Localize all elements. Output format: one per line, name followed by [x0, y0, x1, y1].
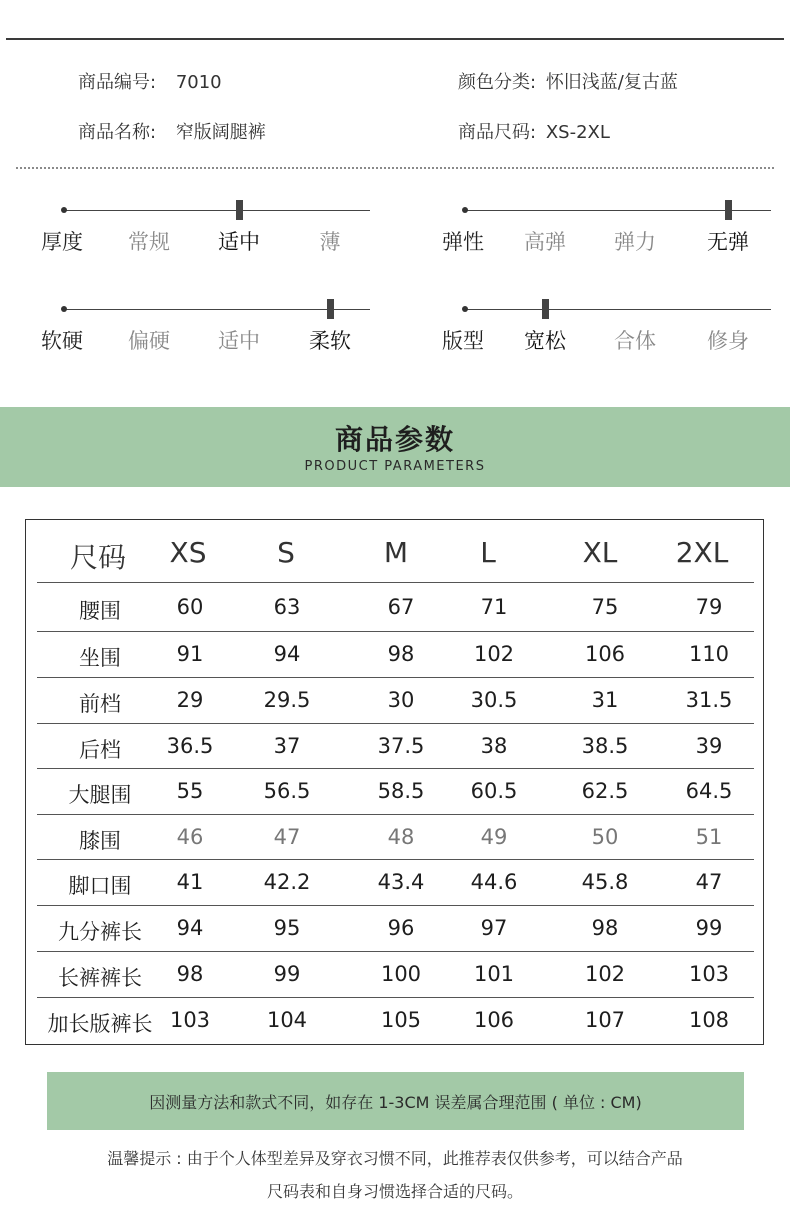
measurement-value: 38	[480, 734, 508, 758]
item-name	[78, 118, 266, 144]
table-row-divider	[37, 859, 754, 860]
measurement-value: 106	[584, 642, 626, 666]
table-row-divider	[37, 723, 754, 724]
size-header-cell: XS	[169, 536, 207, 569]
measurement-name: 大腿围	[68, 783, 132, 807]
scale-option: 合体	[614, 329, 656, 353]
table-row-divider	[37, 905, 754, 906]
size-header-cell: XL	[582, 536, 618, 569]
scale-indicator	[542, 299, 549, 319]
scale-option: 高弹	[524, 230, 566, 254]
scale-option: 薄	[319, 230, 341, 254]
measurement-value: 39	[695, 734, 723, 758]
table-row-divider	[37, 677, 754, 678]
scale-title: 弹性	[442, 230, 484, 254]
measurement-value: 99	[273, 962, 301, 986]
measurement-value: 55	[176, 779, 204, 803]
scale-line	[62, 210, 370, 211]
color-category	[458, 68, 678, 94]
measurement-value: 49	[480, 825, 508, 849]
measurement-name: 坐围	[79, 646, 121, 670]
measurement-value: 38.5	[581, 734, 629, 758]
measurement-value: 103	[688, 962, 730, 986]
scale-option: 偏硬	[128, 329, 170, 353]
measurement-value: 107	[584, 1008, 626, 1032]
measurement-value: 31.5	[685, 688, 733, 712]
measurement-value: 105	[380, 1008, 422, 1032]
measurement-value: 79	[695, 595, 723, 619]
measurement-value: 100	[380, 962, 422, 986]
item-size	[458, 118, 610, 144]
measurement-value: 62.5	[581, 779, 629, 803]
measurement-value: 50	[591, 825, 619, 849]
size-header-cell: S	[277, 536, 295, 569]
measurement-value: 37	[273, 734, 301, 758]
size-header-label: 尺码	[69, 541, 127, 574]
scale-start-dot	[462, 207, 468, 213]
size-header-cell: M	[383, 536, 409, 569]
measurement-value: 60.5	[470, 779, 518, 803]
section-subtitle: PRODUCT PARAMETERS	[304, 459, 486, 474]
measurement-value: 99	[695, 916, 723, 940]
scale-option: 修身	[707, 329, 749, 353]
measurement-name: 膝围	[79, 829, 121, 853]
item-number	[78, 68, 222, 94]
measurement-value: 67	[387, 595, 415, 619]
section-title: 商品参数	[334, 423, 455, 456]
measurement-value: 64.5	[685, 779, 733, 803]
scale-indicator	[236, 200, 243, 220]
measurement-value: 91	[176, 642, 204, 666]
measurement-value: 103	[169, 1008, 211, 1032]
measurement-value: 48	[387, 825, 415, 849]
measurement-value: 98	[176, 962, 204, 986]
measurement-value: 30	[387, 688, 415, 712]
measurement-value: 110	[688, 642, 730, 666]
measurement-name: 后档	[79, 738, 121, 762]
measurement-value: 56.5	[263, 779, 311, 803]
scale-option: 弹力	[614, 230, 656, 254]
measurement-value: 44.6	[470, 870, 518, 894]
table-row-divider	[37, 997, 754, 998]
measurement-value: 106	[473, 1008, 515, 1032]
item-name-value: 窄版阔腿裤	[175, 122, 266, 143]
size-label: 商品尺码:	[458, 122, 537, 143]
measurement-value: 63	[273, 595, 301, 619]
measurement-value: 58.5	[377, 779, 425, 803]
measurement-value: 29.5	[263, 688, 311, 712]
measurement-value: 46	[176, 825, 204, 849]
measurement-value: 37.5	[377, 734, 425, 758]
item-number-value: 7010	[175, 72, 222, 93]
measurement-value: 60	[176, 595, 204, 619]
scale-option: 柔软	[309, 329, 351, 353]
measurement-value: 43.4	[377, 870, 425, 894]
measurement-value: 108	[688, 1008, 730, 1032]
measurement-value: 36.5	[166, 734, 214, 758]
measurement-value: 71	[480, 595, 508, 619]
measurement-name: 长裤裤长	[58, 966, 142, 990]
measurement-value: 30.5	[470, 688, 518, 712]
table-row-divider	[37, 814, 754, 815]
scale-start-dot	[462, 306, 468, 312]
scale-title: 厚度	[41, 230, 83, 254]
size-header-cell: 2XL	[675, 536, 729, 569]
scale-indicator	[327, 299, 334, 319]
scale-option: 适中	[218, 230, 260, 254]
measurement-value: 41	[176, 870, 204, 894]
measurement-value: 47	[695, 870, 723, 894]
table-row-divider	[37, 631, 754, 632]
measurement-name: 腰围	[79, 599, 121, 623]
table-row-divider	[37, 951, 754, 952]
measurement-value: 102	[584, 962, 626, 986]
color-label: 颜色分类:	[458, 72, 537, 93]
measurement-value: 75	[591, 595, 619, 619]
measurement-value: 104	[266, 1008, 308, 1032]
measurement-note: 因测量方法和款式不同，如存在 1-3CM 误差属合理范围 ( 单位 : CM)	[149, 1093, 642, 1112]
measurement-value: 31	[591, 688, 619, 712]
measurement-name: 脚口围	[68, 874, 132, 898]
scale-title: 版型	[442, 329, 484, 353]
table-row-divider	[37, 582, 754, 583]
measurement-value: 98	[591, 916, 619, 940]
size-value: XS-2XL	[545, 122, 610, 143]
item-name-label: 商品名称:	[78, 122, 157, 143]
measurement-value: 51	[695, 825, 723, 849]
scale-start-dot	[61, 306, 67, 312]
tip-line-1: 温馨提示 : 由于个人体型差异及穿衣习惯不同，此推荐表仅供参考，可以结合产品	[107, 1149, 683, 1168]
measurement-value: 45.8	[581, 870, 629, 894]
item-number-label: 商品编号:	[78, 72, 157, 93]
scale-option: 宽松	[524, 329, 566, 353]
measurement-value: 98	[387, 642, 415, 666]
measurement-value: 42.2	[263, 870, 311, 894]
scale-line	[463, 309, 771, 310]
tip-line-2: 尺码表和自身习惯选择合适的尺码。	[266, 1182, 523, 1201]
measurement-value: 101	[473, 962, 515, 986]
table-row-divider	[37, 768, 754, 769]
measurement-value: 95	[273, 916, 301, 940]
color-value: 怀旧浅蓝/复古蓝	[545, 72, 678, 93]
measurement-value: 102	[473, 642, 515, 666]
measurement-name: 前档	[79, 692, 121, 716]
scale-start-dot	[61, 207, 67, 213]
scale-indicator	[725, 200, 732, 220]
measurement-value: 97	[480, 916, 508, 940]
top-divider	[6, 38, 784, 40]
scale-option: 常规	[128, 230, 170, 254]
measurement-name: 九分裤长	[58, 920, 142, 944]
size-header-cell: L	[480, 536, 496, 569]
measurement-value: 94	[176, 916, 204, 940]
scale-title: 软硬	[41, 329, 83, 353]
measurement-value: 96	[387, 916, 415, 940]
measurement-name: 加长版裤长	[47, 1012, 153, 1036]
scale-line	[62, 309, 370, 310]
measurement-value: 47	[273, 825, 301, 849]
scale-option: 无弹	[707, 230, 749, 254]
scale-option: 适中	[218, 329, 260, 353]
measurement-value: 29	[176, 688, 204, 712]
measurement-value: 94	[273, 642, 301, 666]
dotted-divider	[16, 167, 774, 169]
